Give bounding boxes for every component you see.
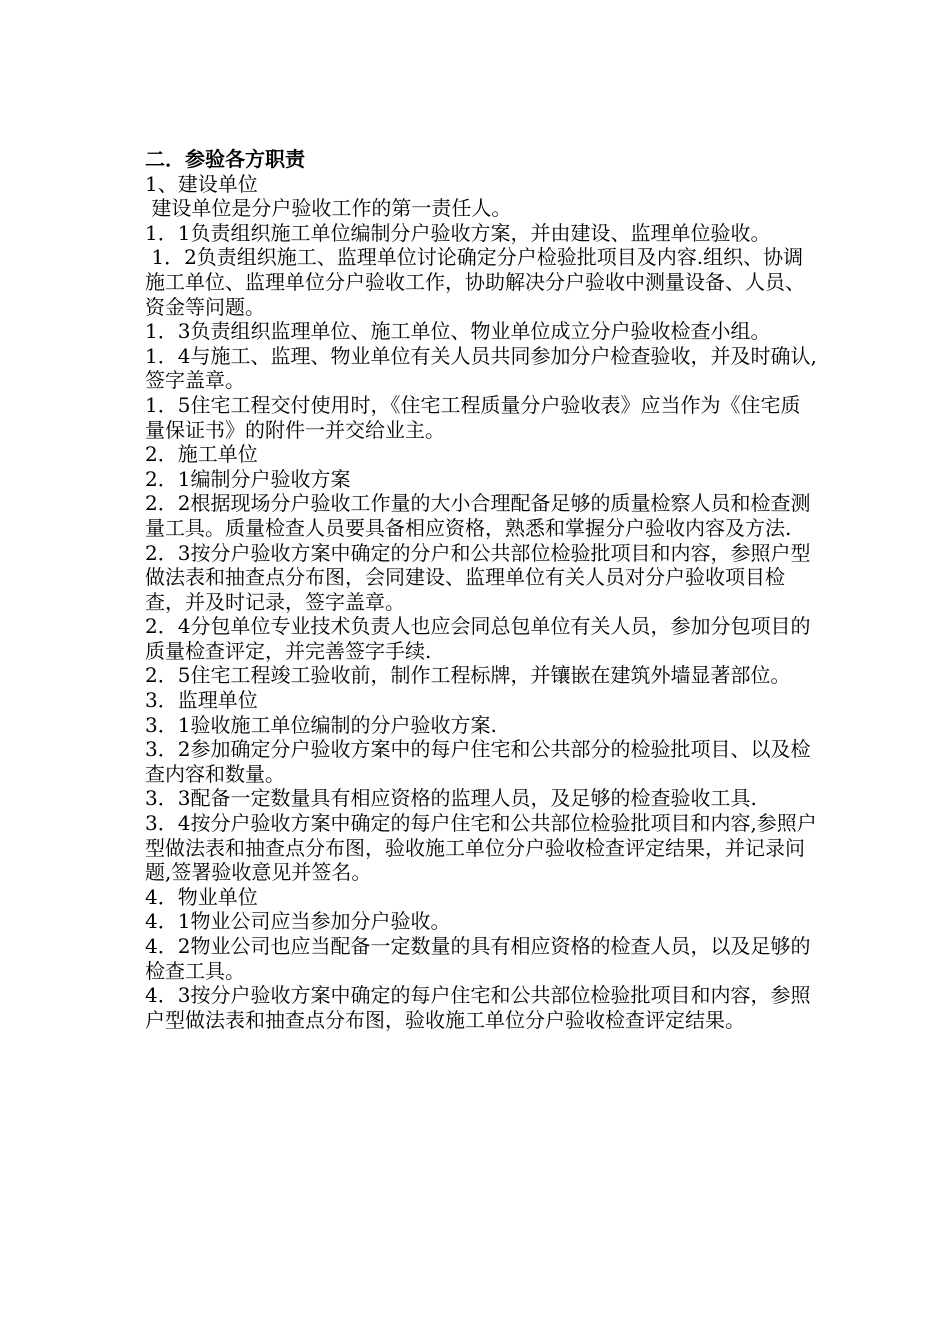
paragraph-line: 2．5住宅工程竣工验收前，制作工程标牌，并镶嵌在建筑外墙显著部位。: [145, 663, 791, 688]
section-heading: 二．参验各方职责: [145, 147, 305, 171]
paragraph-line: 4．2物业公司也应当配备一定数量的具有相应资格的检查人员，以及足够的检查工具。: [145, 934, 811, 983]
paragraph-line: 1．3负责组织监理单位、施工单位、物业单位成立分户验收检查小组。: [145, 319, 771, 344]
paragraph-line: 2．4分包单位专业技术负责人也应会同总包单位有关人员，参加分包项目的质量检查评定，并完善签字手续.: [145, 614, 811, 663]
paragraph-line: 4．物业单位: [145, 884, 258, 909]
document-page: [145, 147, 817, 1032]
paragraph-line: 4．1物业公司应当参加分户验收。: [145, 909, 451, 934]
paragraph-line: 2．施工单位: [145, 442, 258, 467]
paragraph-line: 建设单位是分户验收工作的第一责任人。: [145, 196, 512, 221]
paragraph-line: 1．5住宅工程交付使用时，《住宅工程质量分户验收表》应当作为《住宅质量保证书》的附件一并交给业主。: [145, 392, 801, 442]
paragraph-line: 1．4与施工、监理、物业单位有关人员共同参加分户检查验收，并及时确认,签字盖章。: [145, 343, 817, 393]
paragraph-line: 3．3配备一定数量具有相应资格的监理人员，及足够的检查验收工具.: [145, 786, 757, 811]
paragraph-line: 1．1负责组织施工单位编制分户验收方案，并由建设、监理单位验收。: [145, 220, 771, 245]
paragraph-line: 4．3按分户验收方案中确定的每户住宅和公共部位检验批项目和内容，参照户型做法表和抽查点分布图，验收施工单位分户验收检查评定结果。: [145, 983, 811, 1032]
paragraph-line: 2．3按分户验收方案中确定的分户和公共部位检验批项目和内容，参照户型做法表和抽查点分布图，会同建设、监理单位有关人员对分户验收项目检查，并及时记录，签字盖章。: [145, 540, 811, 614]
paragraph-line: 2．2根据现场分户验收工作量的大小合理配备足够的质量检察人员和检查测量工具。质量检查人员要具备相应资格，熟悉和掌握分户验收内容及方法.: [145, 491, 811, 540]
paragraph-line: 2．1编制分户验收方案: [145, 466, 351, 491]
paragraph-line: 3．4按分户验收方案中确定的每户住宅和公共部位检验批项目和内容,参照户型做法表和抽查点分布图，验收施工单位分户验收检查评定结果，并记录问题,签署验收意见并签名。: [145, 811, 817, 885]
paragraph-line: 1．2负责组织施工、监理单位讨论确定分户检验批项目及内容.组织、协调施工单位、监理单位分户验收工作，协助解决分户验收中测量设备、人员、资金等问题。: [145, 245, 805, 319]
paragraph-line: 3．1验收施工单位编制的分户验收方案.: [145, 712, 497, 737]
paragraph-line: 1、建设单位: [145, 171, 258, 196]
paragraph-line: 3．2参加确定分户验收方案中的每户住宅和公共部分的检验批项目、以及检查内容和数量。: [145, 737, 811, 786]
paragraph-line: 3．监理单位: [145, 688, 258, 713]
